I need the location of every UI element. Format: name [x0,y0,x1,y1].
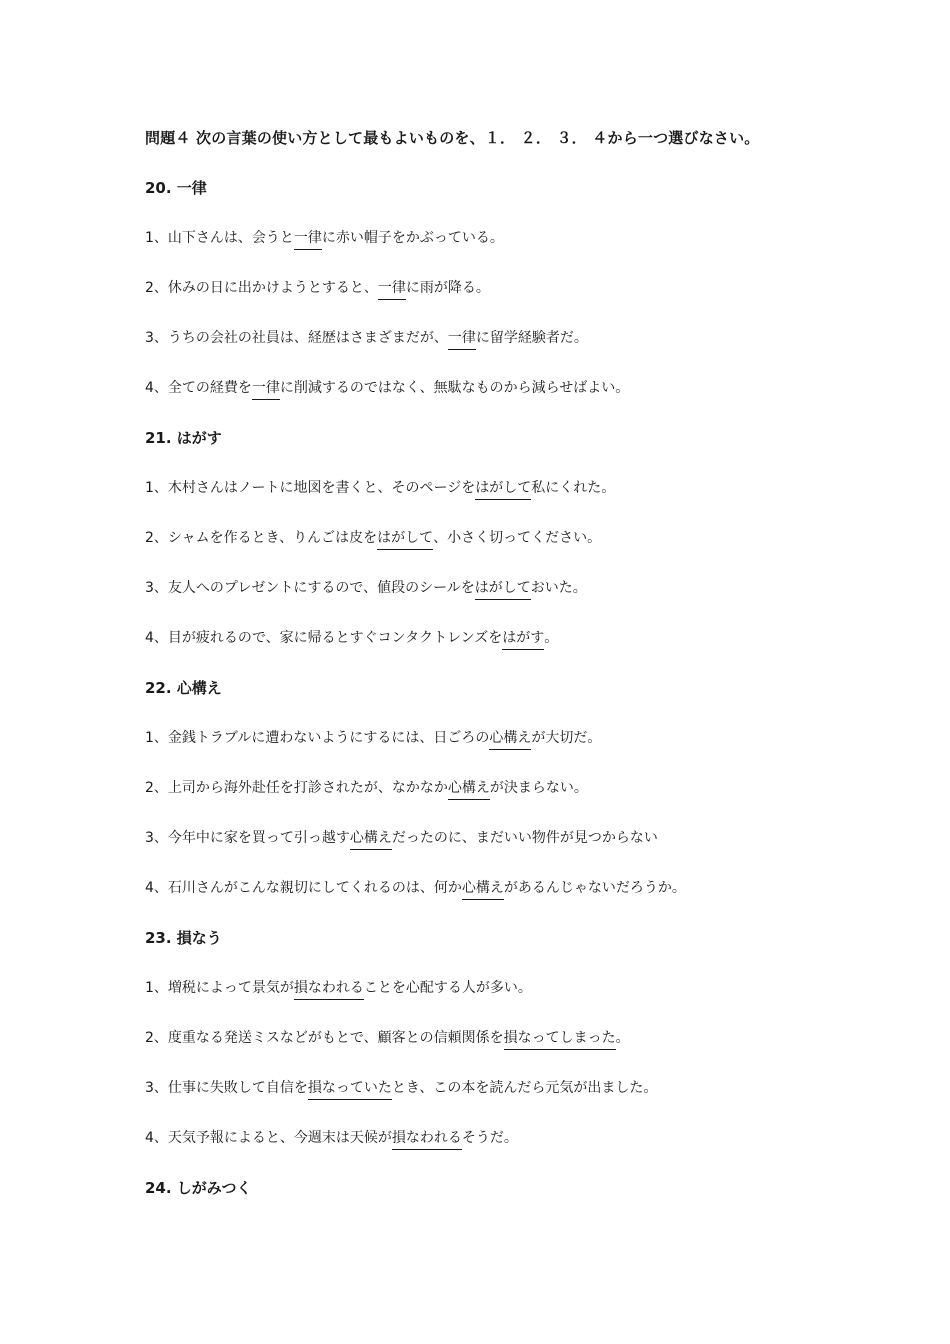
option-4: 4、石川さんがこんな親切にしてくれるのは、何か心構えがあるんじゃないだろうか。 [145,875,905,901]
question-23 [145,925,905,1151]
underlined-word: はがして [475,577,531,600]
option-3: 3、今年中に家を買って引っ越す心構えだったのに、まだいい物件が見つからない [145,825,905,851]
document-page [145,125,905,1225]
question-20 [145,175,905,401]
option-1: 1、金銭トラブルに遭わないようにするには、日ごろの心構えが大切だ。 [145,725,905,751]
option-2: 2、休みの日に出かけようとすると、一律に雨が降る。 [145,275,905,301]
option-2: 2、シャムを作るとき、りんごは皮をはがして、小さく切ってください。 [145,525,905,551]
option-4: 4、天気予報によると、今週末は天候が損なわれるそうだ。 [145,1125,905,1151]
question-22 [145,675,905,901]
underlined-word: 一律 [252,377,280,400]
question-24 [145,1175,905,1201]
question-title: 22. 心構え [145,679,222,697]
question-title: 24. しがみつく [145,1179,252,1197]
underlined-word: 損なわれる [294,977,364,1000]
question-title: 21. はがす [145,429,222,447]
underlined-word: 心構え [489,727,531,750]
option-1: 1、山下さんは、会うと一律に赤い帽子をかぶっている。 [145,225,905,251]
underlined-word: 心構え [462,877,504,900]
option-3: 3、仕事に失敗して自信を損なっていたとき、この本を読んだら元気が出ました。 [145,1075,905,1101]
underlined-word: 一律 [378,277,406,300]
question-title: 23. 損なう [145,929,222,947]
option-3: 3、友人へのプレゼントにするので、値段のシールをはがしておいた。 [145,575,905,601]
question-title: 20. 一律 [145,179,207,197]
option-2: 2、度重なる発送ミスなどがもとで、顧客との信頼関係を損なってしまった。 [145,1025,905,1051]
underlined-word: 一律 [448,327,476,350]
option-4: 4、全ての経費を一律に削減するのではなく、無駄なものから減らせばよい。 [145,375,905,401]
underlined-word: 心構え [350,827,392,850]
underlined-word: 損なってしまった [504,1027,616,1050]
option-1: 1、増税によって景気が損なわれることを心配する人が多い。 [145,975,905,1001]
instruction-heading: 問題４ 次の言葉の使い方として最もよいものを、１． ２． ３． ４から一つ選びなさい。 [145,129,760,147]
option-2: 2、上司から海外赴任を打診されたが、なかなか心構えが決まらない。 [145,775,905,801]
underlined-word: 一律 [294,227,322,250]
underlined-word: はがす [502,627,544,650]
question-21 [145,425,905,651]
underlined-word: はがして [377,527,433,550]
option-4: 4、目が疲れるので、家に帰るとすぐコンタクトレンズをはがす。 [145,625,905,651]
underlined-word: 心構え [448,777,490,800]
underlined-word: 損なわれる [392,1127,462,1150]
underlined-word: はがして [475,477,531,500]
option-3: 3、うちの会社の社員は、経歴はさまざまだが、一律に留学経験者だ。 [145,325,905,351]
underlined-word: 損なっていた [308,1077,392,1100]
option-1: 1、木村さんはノートに地図を書くと、そのページをはがして私にくれた。 [145,475,905,501]
